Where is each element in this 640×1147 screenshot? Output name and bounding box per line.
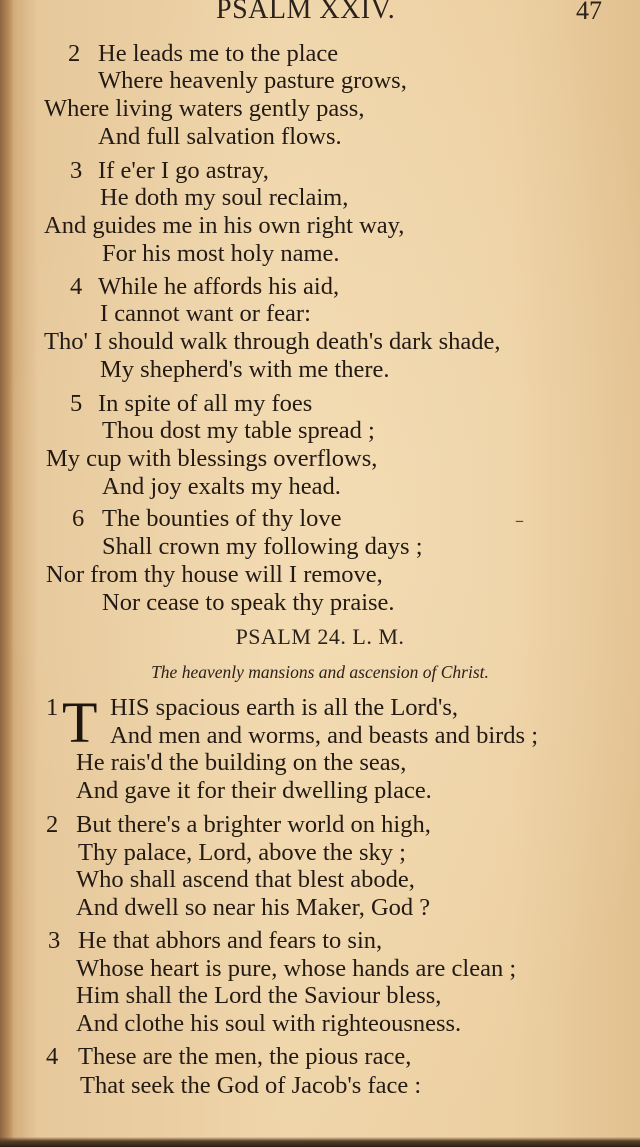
verse-line: Nor cease to speak thy praise. <box>102 589 395 616</box>
verse-line: In spite of all my foes <box>98 390 313 417</box>
stanza-number: 4 <box>70 273 83 300</box>
running-title: PSALM XXIV. <box>216 0 396 25</box>
stanza-number: 2 <box>68 40 81 67</box>
verse-line: And dwell so near his Maker, God ? <box>76 894 431 921</box>
verse-line: These are the men, the pious race, <box>78 1043 412 1070</box>
stanza-number: 2 <box>46 811 59 838</box>
verse-line: Shall crown my following days ; <box>102 533 423 560</box>
verse-line: The bounties of thy love <box>102 505 342 532</box>
verse-line: While he affords his aid, <box>98 273 340 300</box>
verse-line: And joy exalts my head. <box>102 473 341 500</box>
stanza-number: 3 <box>70 157 83 184</box>
verse-line: And full salvation flows. <box>98 123 342 150</box>
verse-line: He that abhors and fears to sin, <box>78 927 383 954</box>
stanza-number: 3 <box>48 927 61 954</box>
verse-line: My cup with blessings overflows, <box>46 445 378 472</box>
verse-line: And men and worms, and beasts and birds ; <box>110 722 538 749</box>
verse-line: Thy palace, Lord, above the sky ; <box>78 839 406 866</box>
psalm-heading: PSALM 24. L. M. <box>235 624 405 649</box>
verse-line: Tho' I should walk through death's dark shade, <box>44 328 501 355</box>
dash-mark: – <box>515 510 524 531</box>
verse-line: He leads me to the place <box>98 40 339 67</box>
verse-line: But there's a brighter world on high, <box>76 811 431 838</box>
verse-line: HIS spacious earth is all the Lord's, <box>110 694 459 721</box>
stanza-number: 1 <box>46 694 59 721</box>
stanza-number: 5 <box>70 390 83 417</box>
verse-line: That seek the God of Jacob's face : <box>80 1072 422 1099</box>
verse-line: Nor from thy house will I remove, <box>46 561 383 588</box>
verse-line: And clothe his soul with righteousness. <box>76 1010 462 1037</box>
verse-line: Whose heart is pure, whose hands are clean ; <box>76 955 517 982</box>
verse-line: For his most holy name. <box>102 240 340 267</box>
verse-line: I cannot want or fear: <box>100 300 311 327</box>
verse-line: Who shall ascend that blest abode, <box>76 866 415 893</box>
verse-line: If e'er I go astray, <box>98 157 269 184</box>
verse-line: Where heavenly pasture grows, <box>98 67 407 94</box>
psalm-subtitle: The heavenly mansions and ascension of Christ. <box>151 662 489 682</box>
stanza-number: 6 <box>72 505 85 532</box>
verse-line: He rais'd the building on the seas, <box>76 749 407 776</box>
verse-line: And guides me in his own right way, <box>44 212 405 239</box>
verse-line: And gave it for their dwelling place. <box>76 777 432 804</box>
verse-line: Thou dost my table spread ; <box>102 417 375 444</box>
drop-cap: T <box>62 690 98 755</box>
verse-line: My shepherd's with me there. <box>100 356 390 383</box>
verse-line: Where living waters gently pass, <box>44 95 365 122</box>
running-head <box>0 0 640 32</box>
verse-line: Him shall the Lord the Saviour bless, <box>76 982 442 1009</box>
verse-line: He doth my soul reclaim, <box>100 184 349 211</box>
page-number: 47 <box>576 0 602 25</box>
stanza-number: 4 <box>46 1043 59 1070</box>
